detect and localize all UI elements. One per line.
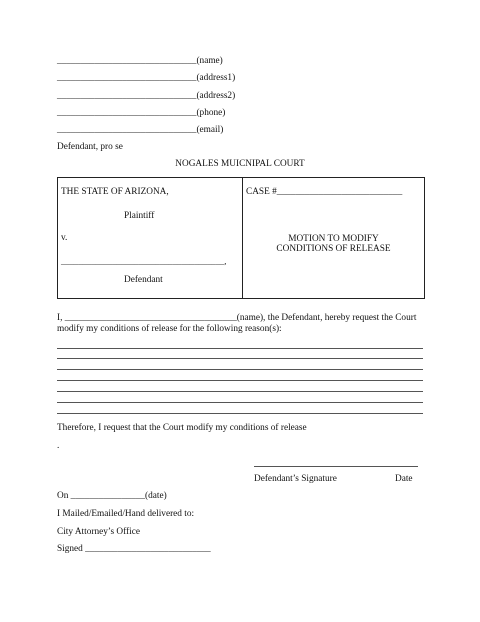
versus-label: v. bbox=[61, 233, 68, 243]
reason-line[interactable] bbox=[57, 348, 423, 349]
signature-line[interactable] bbox=[254, 466, 418, 467]
defendant-signature-label: Defendant’s Signature bbox=[254, 474, 337, 484]
defendant-label: Defendant bbox=[124, 275, 163, 285]
service-date-field[interactable]: On ________________(date) bbox=[57, 491, 167, 501]
conclusion-text: Therefore, I request that the Court modify my conditions of release bbox=[57, 423, 307, 433]
name-field[interactable]: ______________________________(name) bbox=[57, 56, 223, 66]
party-line: Defendant, pro se bbox=[57, 142, 123, 152]
phone-field[interactable]: ______________________________(phone) bbox=[57, 108, 226, 118]
reason-line[interactable] bbox=[57, 413, 423, 414]
email-field[interactable]: ______________________________(email) bbox=[57, 125, 224, 135]
defendant-name-field[interactable]: ______________________________________, bbox=[61, 256, 227, 266]
period-mark: . bbox=[57, 441, 60, 451]
reason-line[interactable] bbox=[57, 358, 423, 359]
motion-title-line2: CONDITIONS OF RELEASE bbox=[276, 244, 391, 254]
plaintiff-label: Plaintiff bbox=[124, 211, 155, 221]
reason-line[interactable] bbox=[57, 369, 423, 370]
address1-field[interactable]: ______________________________(address1) bbox=[57, 73, 236, 83]
reason-line[interactable] bbox=[57, 380, 423, 381]
reason-line[interactable] bbox=[57, 391, 423, 392]
court-name: NOGALES MUICNIPAL COURT bbox=[175, 159, 305, 169]
reason-line[interactable] bbox=[57, 402, 423, 403]
recipient-text: City Attorney’s Office bbox=[57, 527, 140, 537]
case-number-field[interactable]: CASE #___________________________ bbox=[246, 187, 403, 197]
signed-field[interactable]: Signed ___________________________ bbox=[57, 544, 211, 554]
delivery-statement: I Mailed/Emailed/Hand delivered to: bbox=[57, 509, 195, 519]
motion-title-line1: MOTION TO MODIFY bbox=[288, 234, 379, 244]
case-caption-box bbox=[57, 177, 425, 299]
intro-line-1[interactable]: I, _____________________________________(name), the Defendant, hereby request the Court bbox=[57, 313, 417, 323]
address2-field[interactable]: ______________________________(address2) bbox=[57, 91, 236, 101]
state-label: THE STATE OF ARIZONA, bbox=[61, 187, 169, 197]
intro-line-2: modify my conditions of release for the following reason(s): bbox=[57, 324, 282, 334]
date-label: Date bbox=[395, 474, 413, 484]
